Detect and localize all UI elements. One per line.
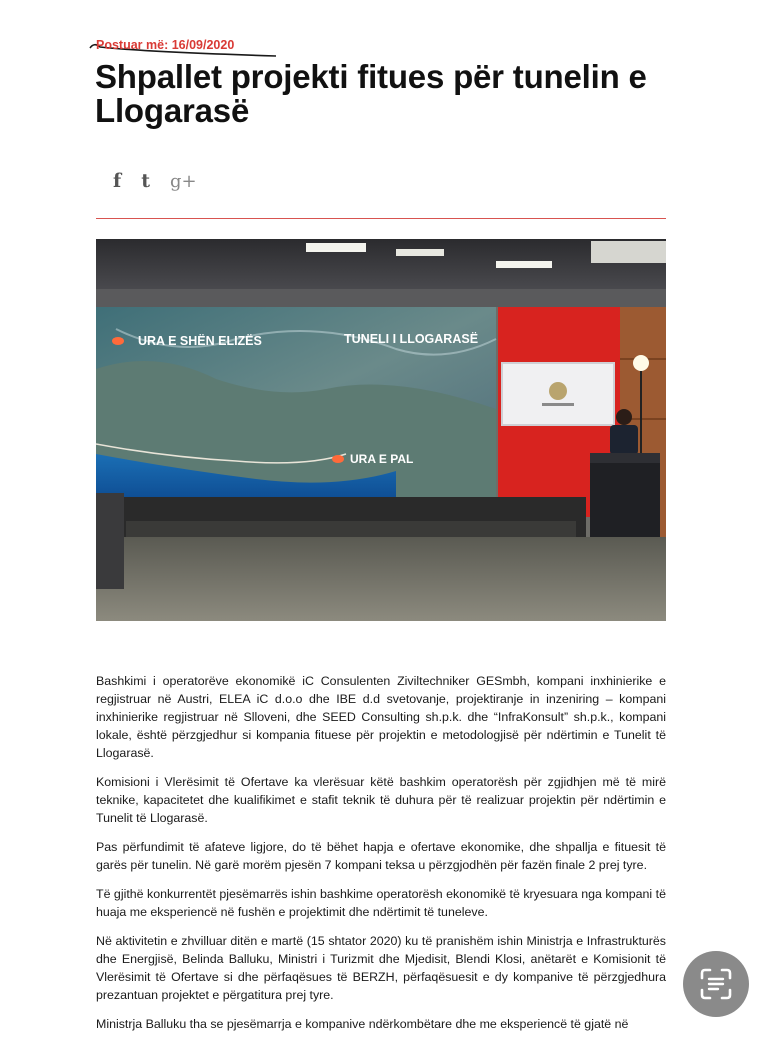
page-title: Shpallet projekti fitues për tunelin e Llogarasë — [95, 58, 647, 129]
paragraph: Pas përfundimit të afateve ligjore, do të bëhet hapja e ofertave ekonomike, dhe shpallja e fituesit të garës për tunelin. Në garë morëm pjesën 7 kompani teksa u përzgjodhën për fazën finale 2 prej tyre. — [96, 840, 666, 872]
google-plus-icon[interactable]: g+ — [169, 170, 197, 192]
share-bar — [113, 170, 197, 192]
scan-text-button[interactable] — [683, 951, 749, 1017]
article-photo — [96, 239, 666, 621]
posted-date: Postuar më: 16/09/2020 — [96, 38, 235, 52]
paragraph: Bashkimi i operatorëve ekonomikë iC Consulenten Ziviltechniker GESmbh, kompani inxhinierike e regjistruar në Austri, ELEA iC d.o.o dhe IBE d.d svetovanje, projektiranje in inzeniring – kompani inxhinierike regjistruar në Slloveni, dhe SEED Consulting sh.p.k. dhe “InfraKonsult” sh.p.k., kompani lokale, është përzgjedhur si kompania fituese për projektin e metodologjisë për ndërtimin e Tunelit të Llogarasë. — [96, 674, 666, 760]
map-label-ura-shen-elizes: URA E SHËN ELIZËS — [138, 334, 262, 348]
divider — [96, 218, 666, 219]
map-label-ura-pal: URA E PAL — [350, 452, 414, 466]
twitter-icon[interactable]: t — [141, 170, 150, 192]
scan-text-icon — [699, 967, 733, 1001]
paragraph: Të gjithë konkurrentët pjesëmarrës ishin bashkime operatorësh ekonomikë të kryesuara nga kompani të huaja me eksperiencë në fushën e projektimit dhe ndërtimit të tuneleve. — [96, 887, 666, 919]
map-label-tuneli: TUNELI I LLOGARASË — [344, 332, 479, 346]
article-body — [96, 672, 666, 1044]
paragraph: Në aktivitetin e zhvilluar ditën e martë (15 shtator 2020) ku të pranishëm ishin Ministrja e Infrastrukturës dhe Energjisë, Belinda Balluku, Ministri i Turizmit dhe Mjedisit, Blendi Klosi, anëtarët e Komisionit të Vlerësimit të Ofertave si dhe përfaqësues të BERZH, përfaqësuesit e dy kompanive të përzgjedhura prezantuan projektet e përgatitura prej tyre. — [96, 934, 666, 1002]
press-conference-photo — [96, 239, 666, 621]
paragraph: Ministrja Balluku tha se pjesëmarrja e kompanive ndërkombëtare dhe me eksperiencë të gjatë në — [96, 1017, 629, 1031]
paragraph: Komisioni i Vlerësimit të Ofertave ka vlerësuar këtë bashkim operatorësh për zgjidhjen më të mirë teknike, kapacitetet dhe kualifikimet e stafit teknik të duhura për të realizuar projektin për ndërtimin e Tunelit të Llogarasë. — [96, 775, 666, 825]
facebook-icon[interactable]: f — [113, 170, 122, 192]
